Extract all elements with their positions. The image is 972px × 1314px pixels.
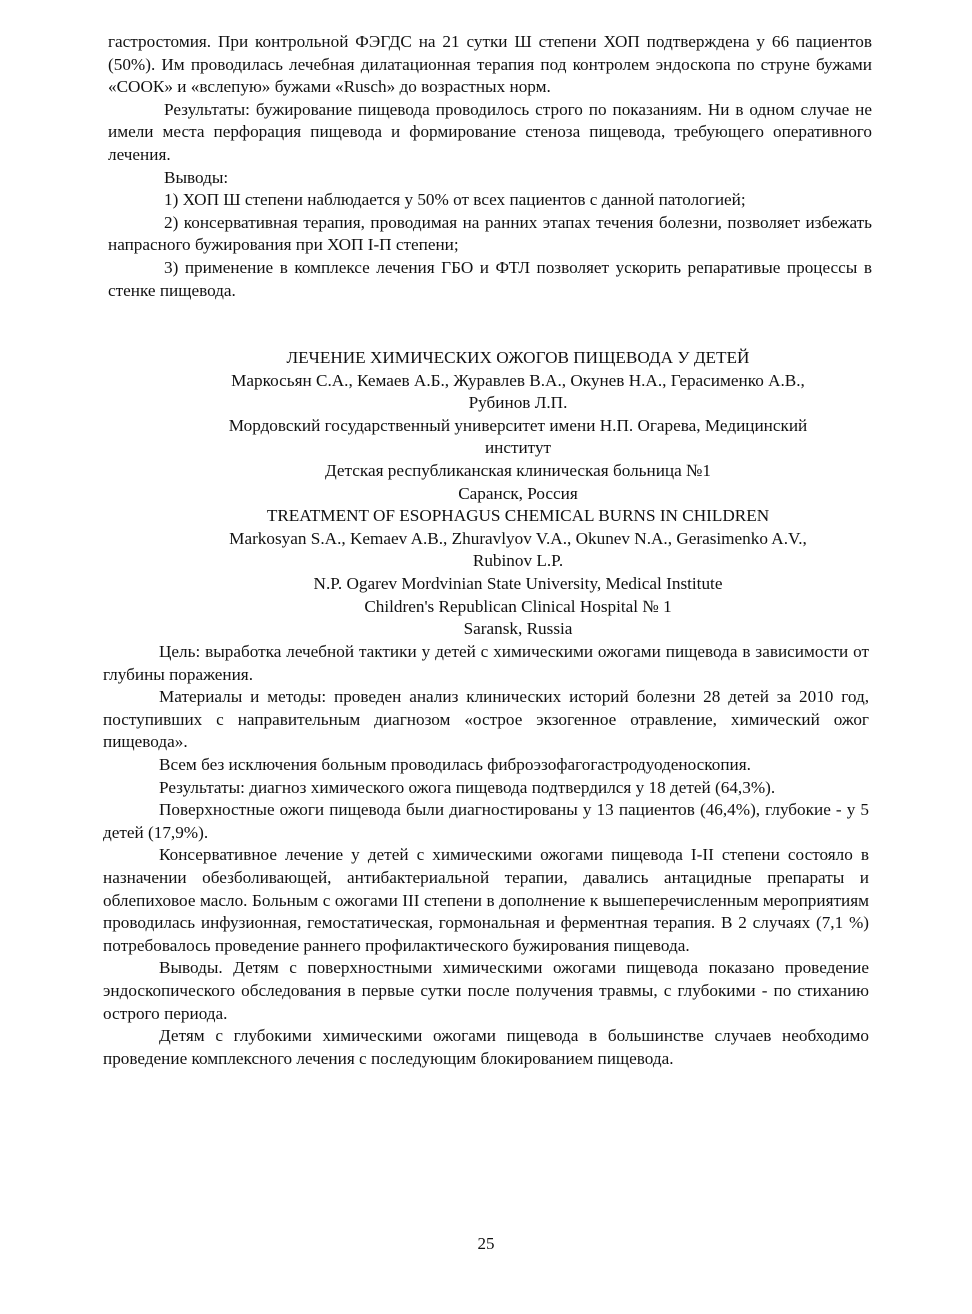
paragraph: Выводы: [164,167,229,187]
article-body [103,641,869,1070]
title-en: TREATMENT OF ESOPHAGUS CHEMICAL BURNS IN CHILDREN [266,506,770,526]
paragraph: гастростомия. При контрольной ФЭГДС на 21 сутки Ш степени ХОП подтверждена у 66 пациентов (50%). Им проводилась лечебная дилатационная терапия под контролем эндоскопа по струне бужами «СООК» и «вслепую» бужами «Rusch» до возрастных норм. [108,32,872,97]
paragraph: Результаты: диагноз химического ожога пищевода подтвердился у 18 детей (64,3%). [159,777,776,797]
page-number: 25 [477,1234,495,1253]
paragraph: Консервативное лечение у детей с химическими ожогами пищевода I-II степени состояло в назначении обезболивающей, антибактериальной терапии, давались антацидные препараты и облепиховое масло. Больным с ожогами III степени в дополнение к вышеперечисленным мероприятиям проводилась инфузионная, гемостатическая, гормональная и ферментная терапия. В 2 случаях (7,1 %) потребовалось проведение раннего профилактического бужирования пищевода. [103,845,869,955]
affiliation-ru-line-2: институт [484,438,552,458]
authors-ru-line-2: Рубинов Л.П. [468,393,568,413]
article-header [170,347,866,641]
affiliation-ru-line-1: Мордовский государственный университет имени Н.П. Огарева, Медицинский [228,415,808,435]
hospital-ru: Детская республиканская клиническая больница №1 [324,460,712,480]
authors-en-line-1: Markosyan S.A., Kemaev A.B., Zhuravlyov V.A., Okunev N.A., Gerasimenko A.V., [229,528,807,548]
title-ru: ЛЕЧЕНИЕ ХИМИЧЕСКИХ ОЖОГОВ ПИЩЕВОДА У ДЕТЕЙ [286,348,750,367]
hospital-en: Children's Republican Clinical Hospital № 1 [364,596,672,616]
paragraph: Результаты: бужирование пищевода проводилось строго по показаниям. Ни в одном случае не имели места перфорация пищевода и формирование стеноза пищевода, требующего оперативного лечения. [108,99,872,164]
top-section [108,31,872,302]
paragraph: Цель: выработка лечебной тактики у детей с химическими ожогами пищевода в зависимости от глубины поражения. [103,642,869,684]
paragraph: Всем без исключения больным проводилась фиброэзофагогастродуоденоскопия. [159,754,751,774]
city-ru: Саранск, Россия [458,483,578,503]
authors-en-line-2: Rubinov L.P. [472,551,564,571]
paragraph: 3) применение в комплексе лечения ГБО и ФТЛ позволяет ускорить репаративые процессы в стенке пищевода. [108,257,872,300]
paragraph: 2) консервативная терапия, проводимая на ранних этапах течения болезни, позволяет избежать напрасного бужирования при ХОП I-П степени; [108,212,872,255]
paragraph: Материалы и методы: проведен анализ клинических историй болезни 28 детей за 2010 год, поступивших с направительным диагнозом «острое экзогенное отравление, химический ожог пищевода». [103,687,869,752]
city-en: Saransk, Russia [463,619,573,639]
paragraph: Поверхностные ожоги пищевода были диагностированы у 13 пациентов (46,4%), глубокие - у 5 детей (17,9%). [103,800,869,842]
paragraph: Выводы. Детям с поверхностными химическими ожогами пищевода показано проведение эндоскопического обследования в первые сутки после получения травмы, с глубокими - по стиханию острого периода. [103,958,869,1023]
paragraph: Детям с глубокими химическими ожогами пищевода в большинстве случаев необходимо проведение комплексного лечения с последующим блокированием пищевода. [103,1026,869,1068]
affiliation-en: N.P. Ogarev Mordvinian State University, Medical Institute [313,573,723,593]
authors-ru-line-1: Маркосьян С.А., Кемаев А.Б., Журавлев В.А., Окунев Н.А., Герасименко А.В., [231,370,805,390]
paragraph: 1) ХОП Ш степени наблюдается у 50% от всех пациентов с данной патологией; [164,190,746,210]
